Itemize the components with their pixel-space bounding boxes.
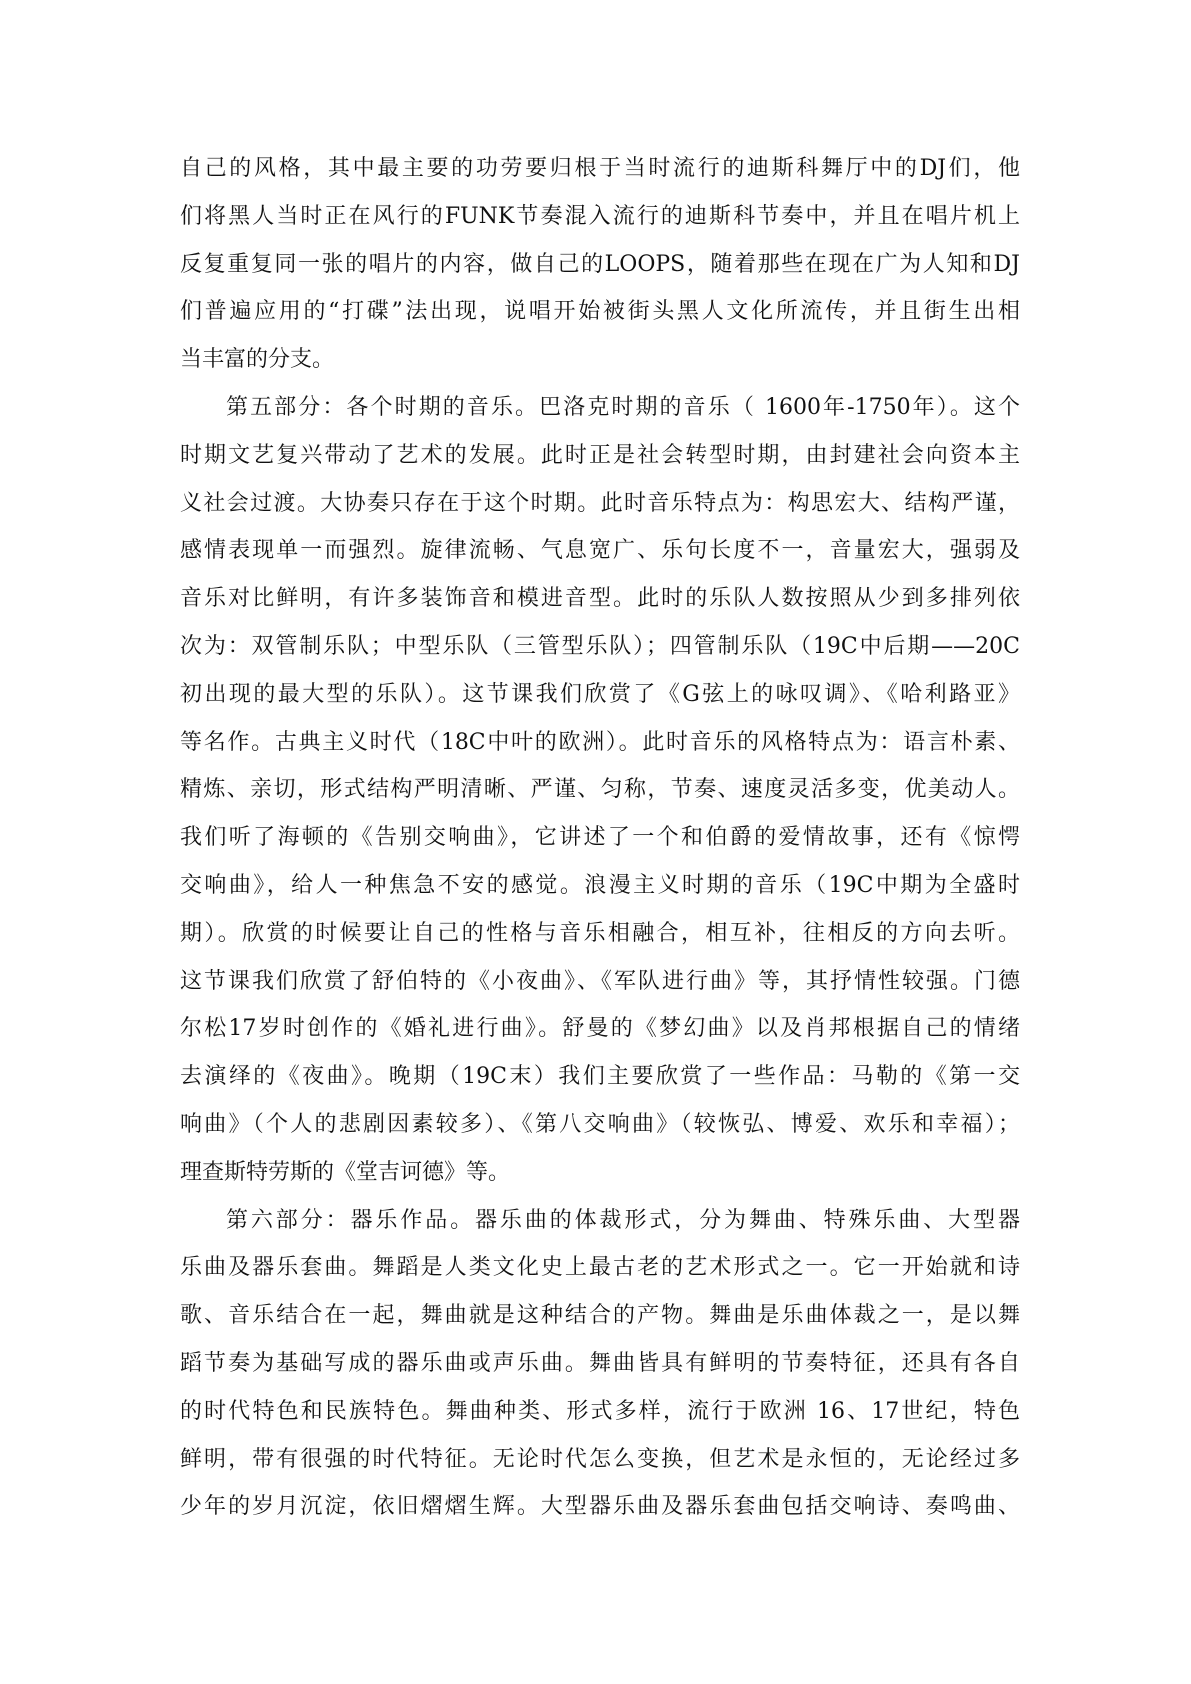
text-line: 去演绎的《夜曲》。晚期（19C末）我们主要欣赏了一些作品：马勒的《第一交: [180, 1064, 1020, 1090]
body-text: [180, 145, 1020, 1531]
text-line: 第六部分：器乐作品。器乐曲的体裁形式，分为舞曲、特殊乐曲、大型器: [226, 1207, 1020, 1233]
text-line: 音乐对比鲜明，有许多装饰音和模进音型。此时的乐队人数按照从少到多排列依: [180, 586, 1020, 612]
text-line: 初出现的最大型的乐队）。这节课我们欣赏了《G弦上的咏叹调》、《哈利路亚》: [180, 681, 1020, 707]
text-line: 精炼、亲切，形式结构严明清晰、严谨、匀称，节奏、速度灵活多变，优美动人。: [180, 777, 1020, 803]
text-line: 少年的岁月沉淀，依旧熠熠生辉。大型器乐曲及器乐套曲包括交响诗、奏鸣曲、: [180, 1494, 1020, 1520]
text-line: 时期文艺复兴带动了艺术的发展。此时正是社会转型时期，由封建社会向资本主: [180, 442, 1020, 468]
text-line: 反复重复同一张的唱片的内容，做自己的LOOPS，随着那些在现在广为人知和DJ: [180, 251, 1020, 277]
text-line: 们将黑人当时正在风行的FUNK节奏混入流行的迪斯科节奏中，并且在唱片机上: [180, 203, 1020, 229]
text-line: 第五部分：各个时期的音乐。巴洛克时期的音乐（ 1600年-1750年）。这个: [226, 394, 1020, 420]
text-line: 响曲》（个人的悲剧因素较多）、《第八交响曲》（较恢弘、博爱、欢乐和幸福）；: [180, 1111, 1020, 1137]
text-line: 这节课我们欣赏了舒伯特的《小夜曲》、《军队进行曲》等，其抒情性较强。门德: [180, 968, 1020, 994]
paragraph-part-five: [180, 384, 1020, 1197]
text-line: 我们听了海顿的《告别交响曲》，它讲述了一个和伯爵的爱情故事，还有《惊愕: [180, 825, 1020, 851]
text-line: 期）。欣赏的时候要让自己的性格与音乐相融合，相互补，往相反的方向去听。: [180, 920, 1020, 946]
text-line: 义社会过渡。大协奏只存在于这个时期。此时音乐特点为：构思宏大、结构严谨，: [180, 490, 1020, 516]
paragraph-part-six: [180, 1197, 1020, 1532]
text-line: 自己的风格，其中最主要的功劳要归根于当时流行的迪斯科舞厅中的DJ们，他: [180, 156, 1020, 181]
paragraph-intro-continued: [180, 145, 1020, 384]
text-line: 尔松17岁时创作的《婚礼进行曲》。舒曼的《梦幻曲》以及肖邦根据自己的情绪: [180, 1016, 1020, 1042]
text-line: 感情表现单一而强烈。旋律流畅、气息宽广、乐句长度不一，音量宏大，强弱及: [180, 538, 1020, 564]
text-line: 们普遍应用的“打碟”法出现，说唱开始被街头黑人文化所流传，并且街生出相: [180, 299, 1020, 325]
text-line: 等名作。古典主义时代（18C中叶的欧洲）。此时音乐的风格特点为：语言朴素、: [180, 729, 1020, 755]
text-line: 鲜明，带有很强的时代特征。无论时代怎么变换，但艺术是永恒的，无论经过多: [180, 1446, 1020, 1472]
text-line: 蹈节奏为基础写成的器乐曲或声乐曲。舞曲皆具有鲜明的节奏特征，还具有各自: [180, 1350, 1020, 1376]
text-line: 乐曲及器乐套曲。舞蹈是人类文化史上最古老的艺术形式之一。它一开始就和诗: [180, 1255, 1020, 1281]
text-line: 的时代特色和民族特色。舞曲种类、形式多样，流行于欧洲 16、17世纪，特色: [180, 1398, 1020, 1424]
text-line: 理查斯特劳斯的《堂吉诃德》等。: [180, 1159, 511, 1185]
text-line: 交响曲》，给人一种焦急不安的感觉。浪漫主义时期的音乐（19C中期为全盛时: [180, 872, 1020, 898]
text-line: 当丰富的分支。: [180, 347, 335, 373]
text-line: 次为：双管制乐队；中型乐队（三管型乐队）；四管制乐队（19C中后期——20C: [180, 633, 1020, 659]
text-line: 歌、音乐结合在一起，舞曲就是这种结合的产物。舞曲是乐曲体裁之一，是以舞: [180, 1303, 1020, 1329]
